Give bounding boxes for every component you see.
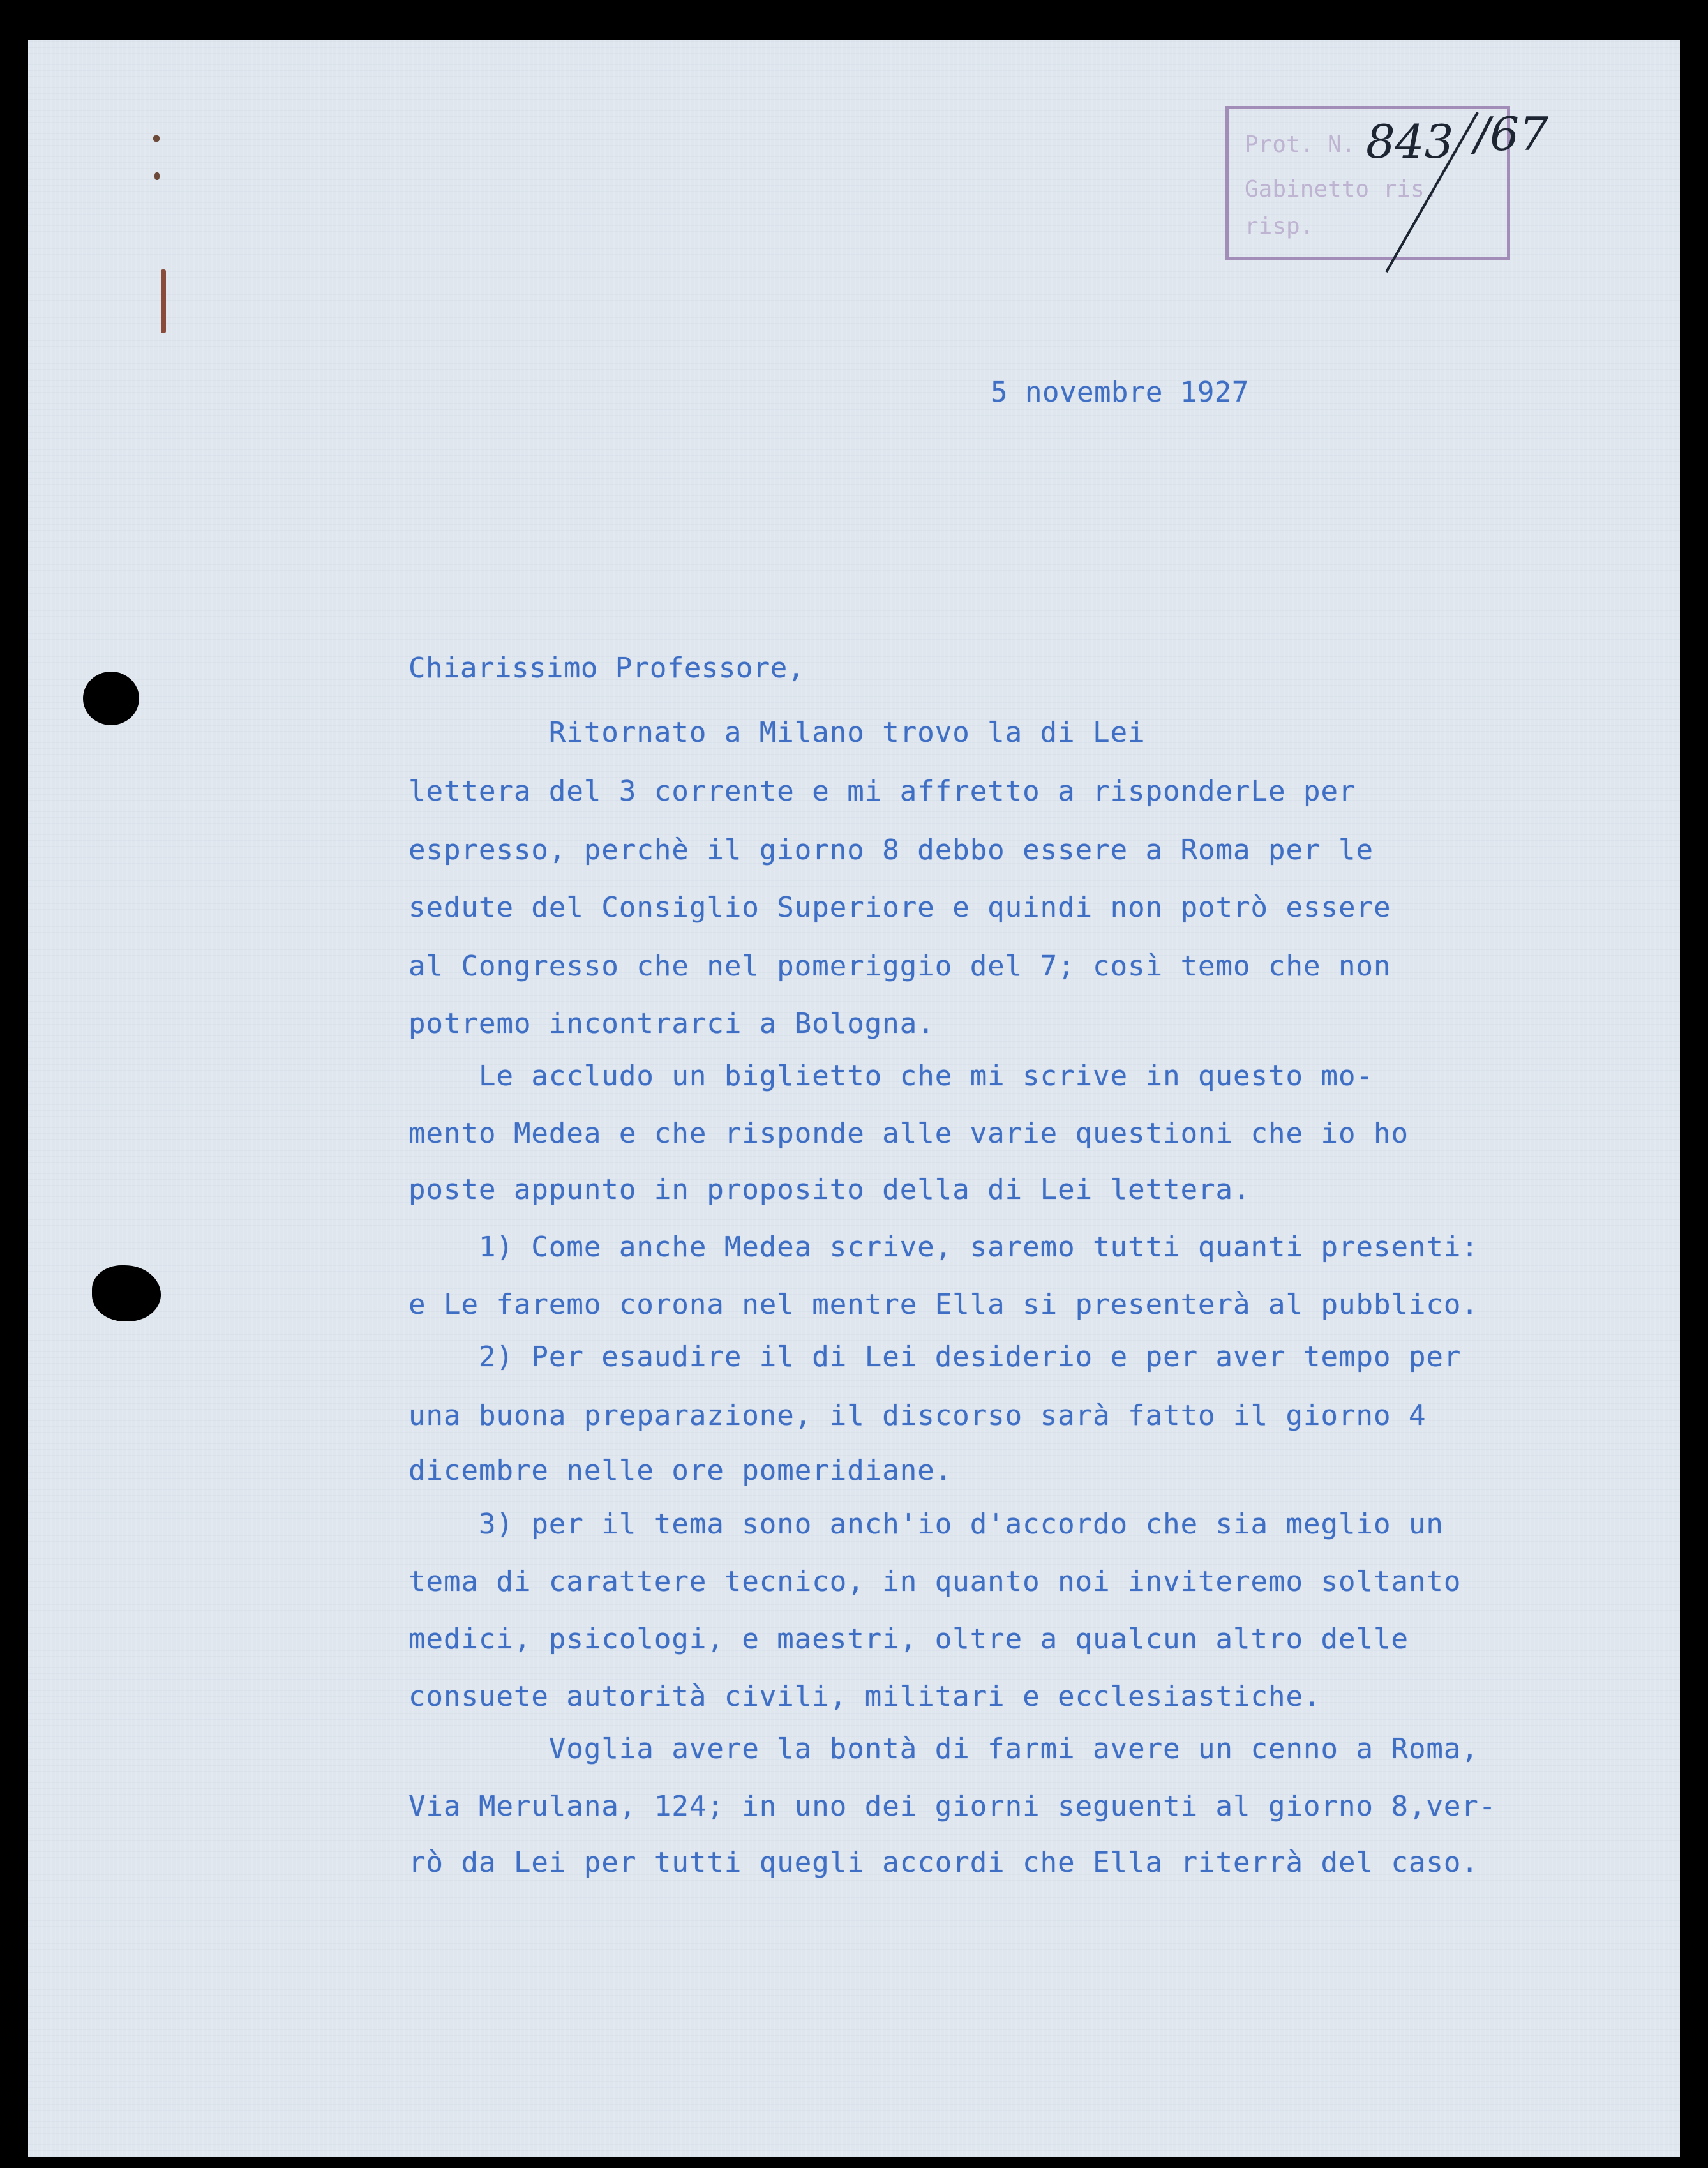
punch-hole-bottom [92, 1265, 161, 1321]
body-line: mento Medea e che risponde alle varie questioni che io ho [408, 1117, 1409, 1150]
protocol-number-suffix: /67 [1474, 107, 1548, 161]
body-line: espresso, perchè il giorno 8 debbo essere a Roma per le [408, 834, 1374, 866]
stamp-label-reply: risp. [1245, 213, 1314, 239]
body-line: lettera del 3 corrente e mi affretto a risponderLe per [408, 775, 1356, 808]
body-line: rò da Lei per tutti quegli accordi che Ella riterrà del caso. [408, 1846, 1479, 1879]
ink-speck [154, 172, 160, 180]
body-line: 2) Per esaudire il di Lei desiderio e per aver tempo per [408, 1341, 1462, 1373]
body-line: Ritornato a Milano trovo la di Lei [408, 716, 1146, 749]
ink-speck [153, 135, 160, 142]
body-line: e Le faremo corona nel mentre Ella si presenterà al pubblico. [408, 1288, 1479, 1321]
body-line: tema di carattere tecnico, in quanto noi inviteremo soltanto [408, 1565, 1462, 1598]
body-line: 3) per il tema sono anch'io d'accordo che sia meglio un [408, 1508, 1444, 1540]
stamp-label-office: Gabinetto ris. [1245, 176, 1439, 202]
body-line: 1) Come anche Medea scrive, saremo tutti quanti presenti: [408, 1231, 1479, 1263]
body-line: medici, psicologi, e maestri, oltre a qualcun altro delle [408, 1623, 1409, 1655]
protocol-number: 843 [1366, 115, 1454, 169]
letter-date: 5 novembre 1927 [991, 376, 1249, 409]
letter-sheet [28, 40, 1680, 2157]
body-line: al Congresso che nel pomeriggio del 7; così temo che non [408, 950, 1391, 982]
punch-hole-top [83, 672, 139, 725]
stamp-label-protocol: Prot. N. [1245, 132, 1356, 158]
body-line: dicembre nelle ore pomeridiane. [408, 1454, 953, 1487]
protocol-stamp [1225, 106, 1548, 259]
letter-salutation: Chiarissimo Professore, [408, 652, 805, 684]
stamp-slash-stroke [1225, 87, 1525, 278]
body-line: Voglia avere la bontà di farmi avere un cenno a Roma, [408, 1733, 1479, 1765]
body-line: consuete autorità civili, militari e ecclesiastiche. [408, 1680, 1321, 1713]
body-line: poste appunto in proposito della di Lei lettera. [408, 1173, 1251, 1206]
body-line: sedute del Consiglio Superiore e quindi non potrò essere [408, 891, 1391, 924]
body-line: potremo incontrarci a Bologna. [408, 1007, 935, 1040]
ink-mark [161, 269, 166, 333]
body-line: Via Merulana, 124; in uno dei giorni seguenti al giorno 8,ver- [408, 1790, 1497, 1823]
body-line: una buona preparazione, il discorso sarà fatto il giorno 4 [408, 1399, 1427, 1432]
body-line: Le accludo un biglietto che mi scrive in questo mo- [408, 1060, 1374, 1092]
